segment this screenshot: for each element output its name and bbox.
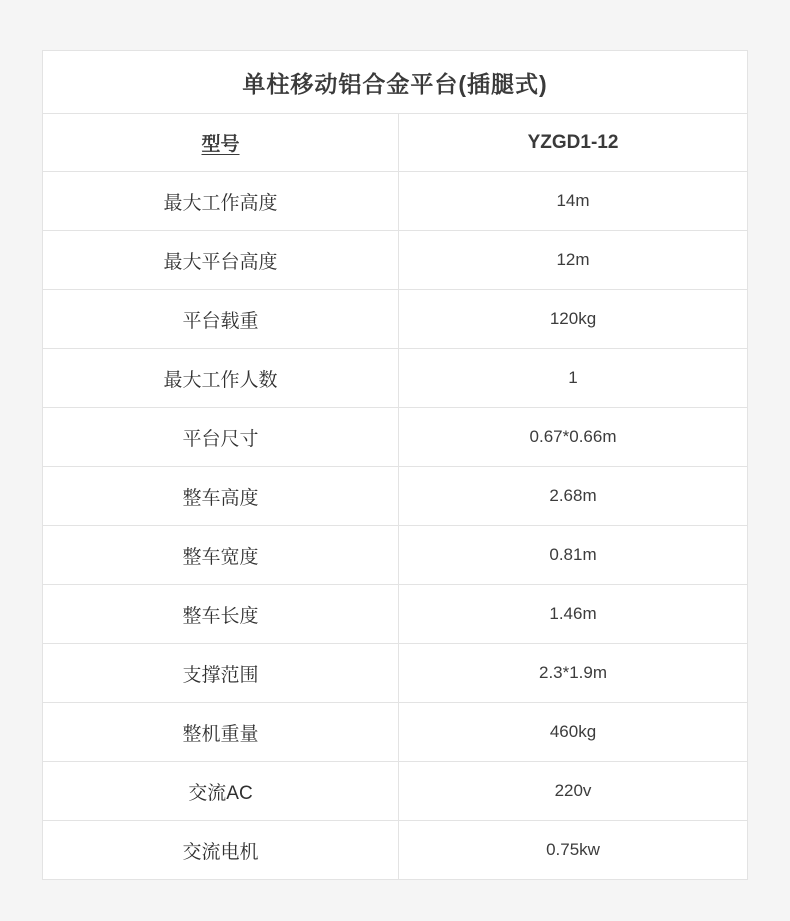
- row-label: 最大工作高度: [43, 172, 399, 231]
- table-row: [43, 349, 748, 408]
- row-value: 2.68m: [399, 467, 748, 526]
- row-label: 平台载重: [43, 290, 399, 349]
- table-title: 单柱移动铝合金平台(插腿式): [43, 51, 748, 114]
- table-row: [43, 821, 748, 880]
- row-value: 220v: [399, 762, 748, 821]
- row-label: 最大平台高度: [43, 231, 399, 290]
- table-header-row: [43, 114, 748, 172]
- header-value-model: YZGD1-12: [399, 114, 748, 172]
- row-label: 整车高度: [43, 467, 399, 526]
- specification-table: [42, 50, 748, 880]
- row-value: 0.75kw: [399, 821, 748, 880]
- specification-table-container: [42, 50, 748, 880]
- header-label-model: 型号: [43, 114, 399, 172]
- table-row: [43, 703, 748, 762]
- row-value: 14m: [399, 172, 748, 231]
- row-label: 交流电机: [43, 821, 399, 880]
- row-value: 120kg: [399, 290, 748, 349]
- table-row: [43, 172, 748, 231]
- row-value: 0.67*0.66m: [399, 408, 748, 467]
- row-label: 交流AC: [43, 762, 399, 821]
- row-label: 最大工作人数: [43, 349, 399, 408]
- row-label: 整车长度: [43, 585, 399, 644]
- table-row: [43, 644, 748, 703]
- row-label: 支撑范围: [43, 644, 399, 703]
- row-label: 整机重量: [43, 703, 399, 762]
- row-value: 1.46m: [399, 585, 748, 644]
- row-value: 2.3*1.9m: [399, 644, 748, 703]
- row-value: 12m: [399, 231, 748, 290]
- table-title-row: [43, 51, 748, 114]
- table-row: [43, 408, 748, 467]
- table-row: [43, 290, 748, 349]
- row-value: 0.81m: [399, 526, 748, 585]
- row-value: 1: [399, 349, 748, 408]
- table-row: [43, 585, 748, 644]
- table-row: [43, 762, 748, 821]
- table-body: [43, 51, 748, 880]
- table-row: [43, 526, 748, 585]
- row-label: 整车宽度: [43, 526, 399, 585]
- row-label: 平台尺寸: [43, 408, 399, 467]
- row-value: 460kg: [399, 703, 748, 762]
- table-row: [43, 467, 748, 526]
- table-row: [43, 231, 748, 290]
